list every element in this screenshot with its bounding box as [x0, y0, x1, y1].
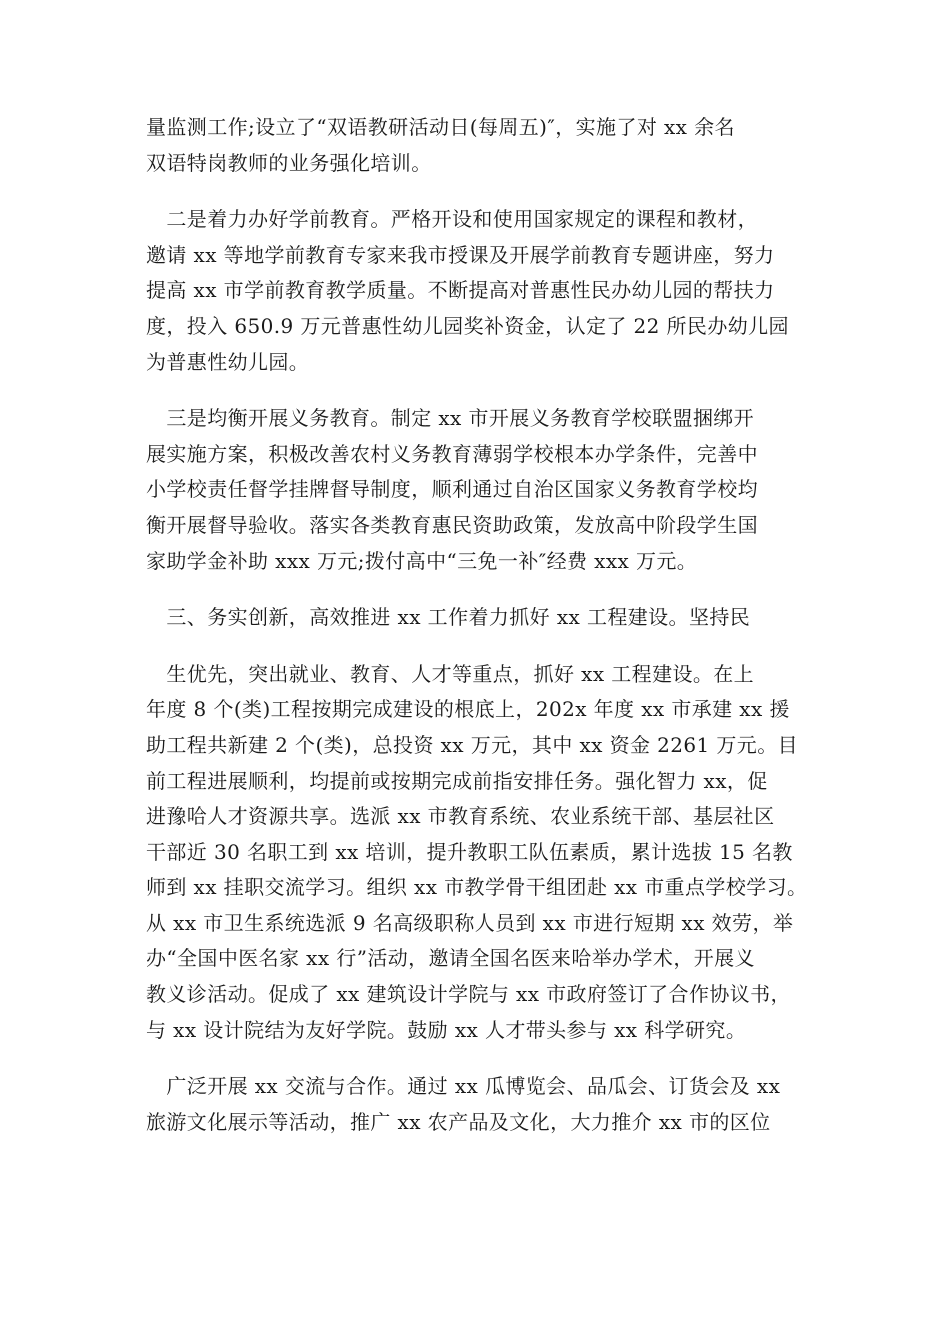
text-line: 助工程共新建 2 个(类)，总投资 xx 万元，其中 xx 资金 2261 万元。目: [146, 732, 799, 757]
text-line: 从 xx 市卫生系统选派 9 名高级职称人员到 xx 市进行短期 xx 效劳，举: [146, 910, 794, 935]
paragraph-4: [146, 600, 810, 636]
text-line: 与 xx 设计院结为友好学院。鼓励 xx 人才带头参与 xx 科学研究。: [146, 1017, 747, 1042]
text-line: 师到 xx 挂职交流学习。组织 xx 市教学骨干组团赴 xx 市重点学校学习。: [146, 875, 808, 900]
text-line: 年度 8 个(类)工程按期完成建设的根底上，202x 年度 xx 市承建 xx 援: [146, 697, 790, 722]
text-line: 衡开展督导验收。落实各类教育惠民资助政策，发放高中阶段学生国: [146, 512, 758, 537]
text-line: 广泛开展 xx 交流与合作。通过 xx 瓜博览会、品瓜会、订货会及 xx: [146, 1074, 781, 1099]
text-line: 三、务实创新，高效推进 xx 工作着力抓好 xx 工程建设。坚持民: [146, 605, 751, 630]
paragraph-3: [146, 401, 810, 579]
text-line: 三是均衡开展义务教育。制定 xx 市开展义务教育学校联盟捆绑开: [146, 406, 755, 431]
text-line: 为普惠性幼儿园。: [146, 349, 310, 374]
text-line: 提高 xx 市学前教育教学质量。不断提高对普惠性民办幼儿园的帮扶力: [146, 278, 775, 303]
text-line: 教义诊活动。促成了 xx 建筑设计学院与 xx 市政府签订了合作协议书，: [146, 982, 791, 1007]
paragraph-2: [146, 202, 810, 380]
text-line: 前工程进展顺利，均提前或按期完成前指安排任务。强化智力 xx，促: [146, 768, 768, 793]
paragraph-5: [146, 657, 810, 1049]
text-line: 邀请 xx 等地学前教育专家来我市授课及开展学前教育专题讲座，努力: [146, 242, 775, 267]
text-line: 办“全国中医名家 xx 行”活动，邀请全国名医来哈举办学术，开展义: [146, 946, 755, 971]
text-line: 双语特岗教师的业务强化培训。: [146, 150, 432, 175]
text-line: 生优先，突出就业、教育、人才等重点，抓好 xx 工程建设。在上: [146, 661, 755, 686]
text-line: 量监测工作;设立了“双语教研活动日(每周五)″，实施了对 xx 余名: [146, 115, 735, 139]
text-line: 家助学金补助 xxx 万元;拨付高中“三免一补″经费 xxx 万元。: [146, 548, 698, 573]
text-line: 进豫哈人才资源共享。选派 xx 市教育系统、农业系统干部、基层社区: [146, 804, 775, 829]
text-line: 旅游文化展示等活动，推广 xx 农产品及文化，大力推介 xx 市的区位: [146, 1109, 771, 1134]
text-line: 干部近 30 名职工到 xx 培训，提升教职工队伍素质，累计选拔 15 名教: [146, 839, 793, 864]
paragraph-6: [146, 1069, 810, 1140]
text-line: 展实施方案，积极改善农村义务教育薄弱学校根本办学条件，完善中: [146, 441, 758, 466]
text-line: 二是着力办好学前教育。严格开设和使用国家规定的课程和教材，: [146, 207, 758, 232]
text-line: 小学校责任督学挂牌督导制度，顺利通过自治区国家义务教育学校均: [146, 477, 758, 502]
paragraph-1: [146, 110, 810, 181]
text-line: 度，投入 650.9 万元普惠性幼儿园奖补资金，认定了 22 所民办幼儿园: [146, 313, 789, 338]
